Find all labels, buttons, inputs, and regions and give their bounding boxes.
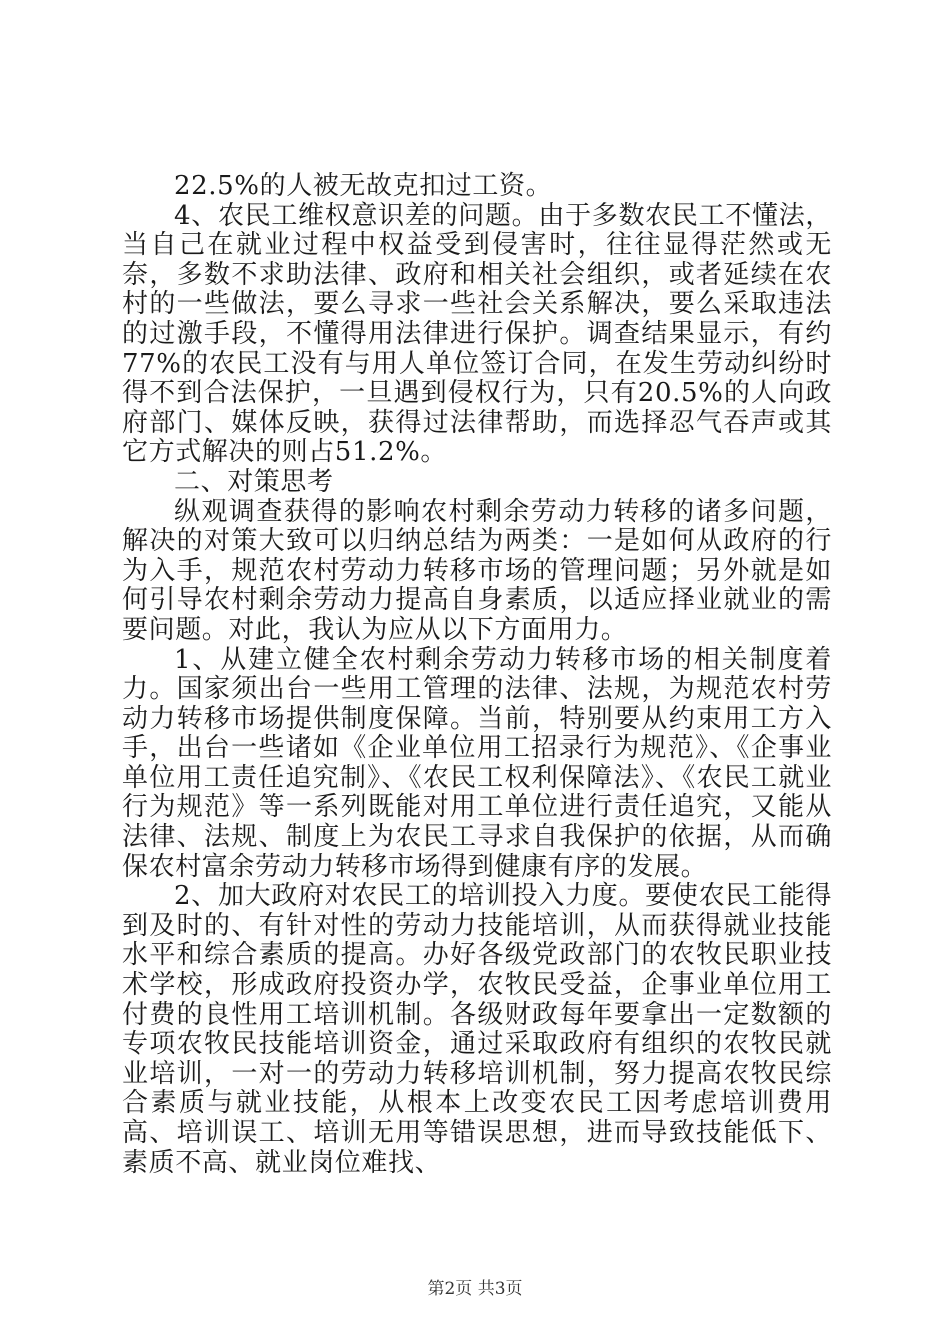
section-heading-countermeasures: 二、对策思考 <box>174 466 334 497</box>
paragraph-training-investment: 2、加大政府对农民工的培训投入力度。要使农民工能得到及时的、有针对性的劳动力技能培训，从而获得就业技能水平和综合素质的提高。办好各级党政部门的农牧民职业技术学校，形成政府投资办学，农牧民受益，企事业单位用工付费的良性用工培训机制。各级财政每年要拿出一定数额的专项农牧民技能培训资金，通过采取政府有组织的农牧民就业培训，一对一的劳动力转移培训机制，努力提高农牧民综合素质与就业技能，从根本上改变农民工因考虑培训费用高、培训误工、培训无用等错误思想，进而导致技能低下、素质不高、就业岗位难找、 <box>122 881 832 1178</box>
paragraph-rights-awareness: 4、农民工维权意识差的问题。由于多数农民工不懂法，当自己在就业过程中权益受到侵害时，往往显得茫然或无奈，多数不求助法律、政府和相关社会组织，或者延续在农村的一些做法，要么寻求一些社会关系解决，要么采取违法的过激手段，不懂得用法律进行保护。调查结果显示，有约77%的农民工没有与用人单位签订合同，在发生劳动纠纷时得不到合法保护，一旦遇到侵权行为，只有20.5%的人向政府部门、媒体反映，获得过法律帮助，而选择忍气吞声或其它方式解决的则占51.2%。 <box>122 200 832 468</box>
paragraph-market-system: 1、从建立健全农村剩余劳动力转移市场的相关制度着力。国家须出台一些用工管理的法律、法规，为规范农村劳动力转移市场提供制度保障。当前，特别要从约束用工方入手，出台一些诸如《企业单位用工招录行为规范》、《企事业单位用工责任追究制》、《农民工权利保障法》、《农民工就业行为规范》等一系列既能对用工单位进行责任追究，又能从法律、法规、制度上为农民工寻求自我保护的依据，从而确保农村富余劳动力转移市场得到健康有序的发展。 <box>122 644 832 882</box>
page-footer: 第2页 共3页 <box>427 1279 523 1299</box>
paragraph-countermeasures-intro: 纵观调查获得的影响农村剩余劳动力转移的诸多问题，解决的对策大致可以归纳总结为两类：一是如何从政府的行为入手，规范农村劳动力转移市场的管理问题；另外就是如何引导农村剩余劳动力提高自身素质，以适应择业就业的需要问题。对此，我认为应从以下方面用力。 <box>122 496 832 645</box>
document-body <box>122 172 832 1178</box>
paragraph-wage-deduction: 22.5%的人被无故克扣过工资。 <box>174 171 553 201</box>
